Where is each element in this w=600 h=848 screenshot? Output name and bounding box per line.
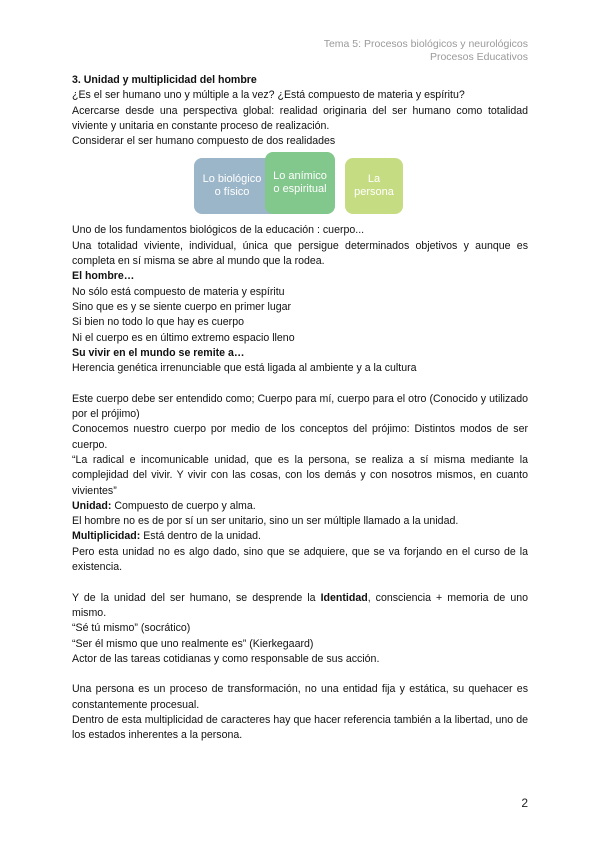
page-header — [324, 38, 528, 64]
identidad-before: Y de la unidad del ser humano, se desprende la — [72, 591, 321, 604]
fundamentos-text: Uno de los fundamentos biológicos de la educación : cuerpo... — [72, 224, 365, 237]
hombre-line: Si bien no todo lo que hay es cuerpo — [72, 316, 244, 329]
header-topic: Tema 5: Procesos biológicos y neurológicos — [323, 38, 528, 50]
unidad-label: Unidad: — [72, 499, 112, 512]
multiplicidad-label: Multiplicidad: — [72, 530, 141, 543]
hombre-line: No sólo está compuesto de materia y espíritu — [72, 285, 285, 298]
unidad-line — [72, 499, 528, 514]
realities-diagram — [72, 152, 528, 218]
diagram-box-biologico-label: Lo biológico o físico — [202, 173, 262, 199]
two-realities-text: Considerar el ser humano compuesto de dos realidades — [72, 135, 336, 148]
transformacion-text: Una persona es un proceso de transformación, no una entidad fija y estática, su quehacer es constantemente procesual. — [72, 683, 528, 711]
conocemos-text: Conocemos nuestro cuerpo por medio de los conceptos del prójimo: Distintos modos de ser cuerpo. — [72, 423, 528, 451]
diagram-box-animico — [265, 152, 335, 214]
global-perspective-text: Acercarse desde una perspectiva global: realidad originaria del ser humano como totalidad viviente y unitaria en constante proceso de realización. — [72, 104, 528, 132]
unidad-line2: El hombre no es de por sí un ser unitario, sino un ser múltiple llamado a la unidad. — [72, 515, 459, 528]
hombre-line: Ni el cuerpo es en último extremo espacio lleno — [72, 331, 295, 344]
persona-quote: “La radical e incomunicable unidad, que es la persona, se realiza a sí misma mediante la complejidad del vivir. Y vivir con las cosas, con los demás y con nosotros mismos, en cuanto vivientes” — [72, 453, 528, 497]
hombre-heading: El hombre… — [72, 270, 135, 283]
hombre-line: Sino que es y se siente cuerpo en primer lugar — [72, 300, 292, 313]
identidad-bold: Identidad — [320, 591, 368, 604]
unidad-text: Compuesto de cuerpo y alma. — [111, 499, 256, 512]
actor-line: Actor de las tareas cotidianas y como responsable de sus acción. — [72, 652, 380, 665]
diagram-box-persona-label: La persona — [354, 173, 394, 199]
document-body — [72, 73, 528, 744]
multiplicidad-text: Está dentro de la unidad. — [140, 530, 262, 543]
cuerpo-text: Este cuerpo debe ser entendido como; Cuerpo para mí, cuerpo para el otro (Conocido y utilizado por el prójimo) — [72, 392, 528, 421]
socratic-quote: “Sé tú mismo” (socrático) — [72, 622, 191, 635]
vivir-heading: Su vivir en el mundo se remite a… — [72, 346, 245, 359]
vivir-line: Herencia genética irrenunciable que está ligada al ambiente y a la cultura — [72, 362, 417, 375]
diagram-box-persona — [345, 158, 403, 214]
multiplicidad-line — [72, 529, 528, 544]
section-title: 3. Unidad y multiplicidad del hombre — [72, 74, 257, 86]
question-line: ¿Es el ser humano uno y múltiple a la vez? ¿Está compuesto de materia y espíritu? — [72, 89, 465, 102]
libertad-text: Dentro de esta multiplicidad de caracteres hay que hacer referencia también a la libertad, uno de los estados inherentes a la persona. — [72, 713, 528, 742]
totalidad-text: Una totalidad viviente, individual, única que persigue determinados objetivos y aunque es completa en sí misma se abre al mundo que la rodea. — [72, 239, 528, 268]
multiplicidad-line2: Pero esta unidad no es algo dado, sino que se adquiere, que se va forjando en el curso de la existencia. — [72, 545, 528, 574]
identidad-line — [72, 591, 528, 622]
identidad-after: , consciencia + memoria de uno mismo. — [72, 591, 528, 619]
header-course: Procesos Educativos — [429, 51, 528, 63]
page-number: 2 — [521, 796, 528, 810]
kierkegaard-quote: “Ser él mismo que uno realmente es” (Kierkegaard) — [72, 637, 314, 650]
diagram-box-animico-label: Lo anímico o espiritual — [273, 170, 327, 196]
